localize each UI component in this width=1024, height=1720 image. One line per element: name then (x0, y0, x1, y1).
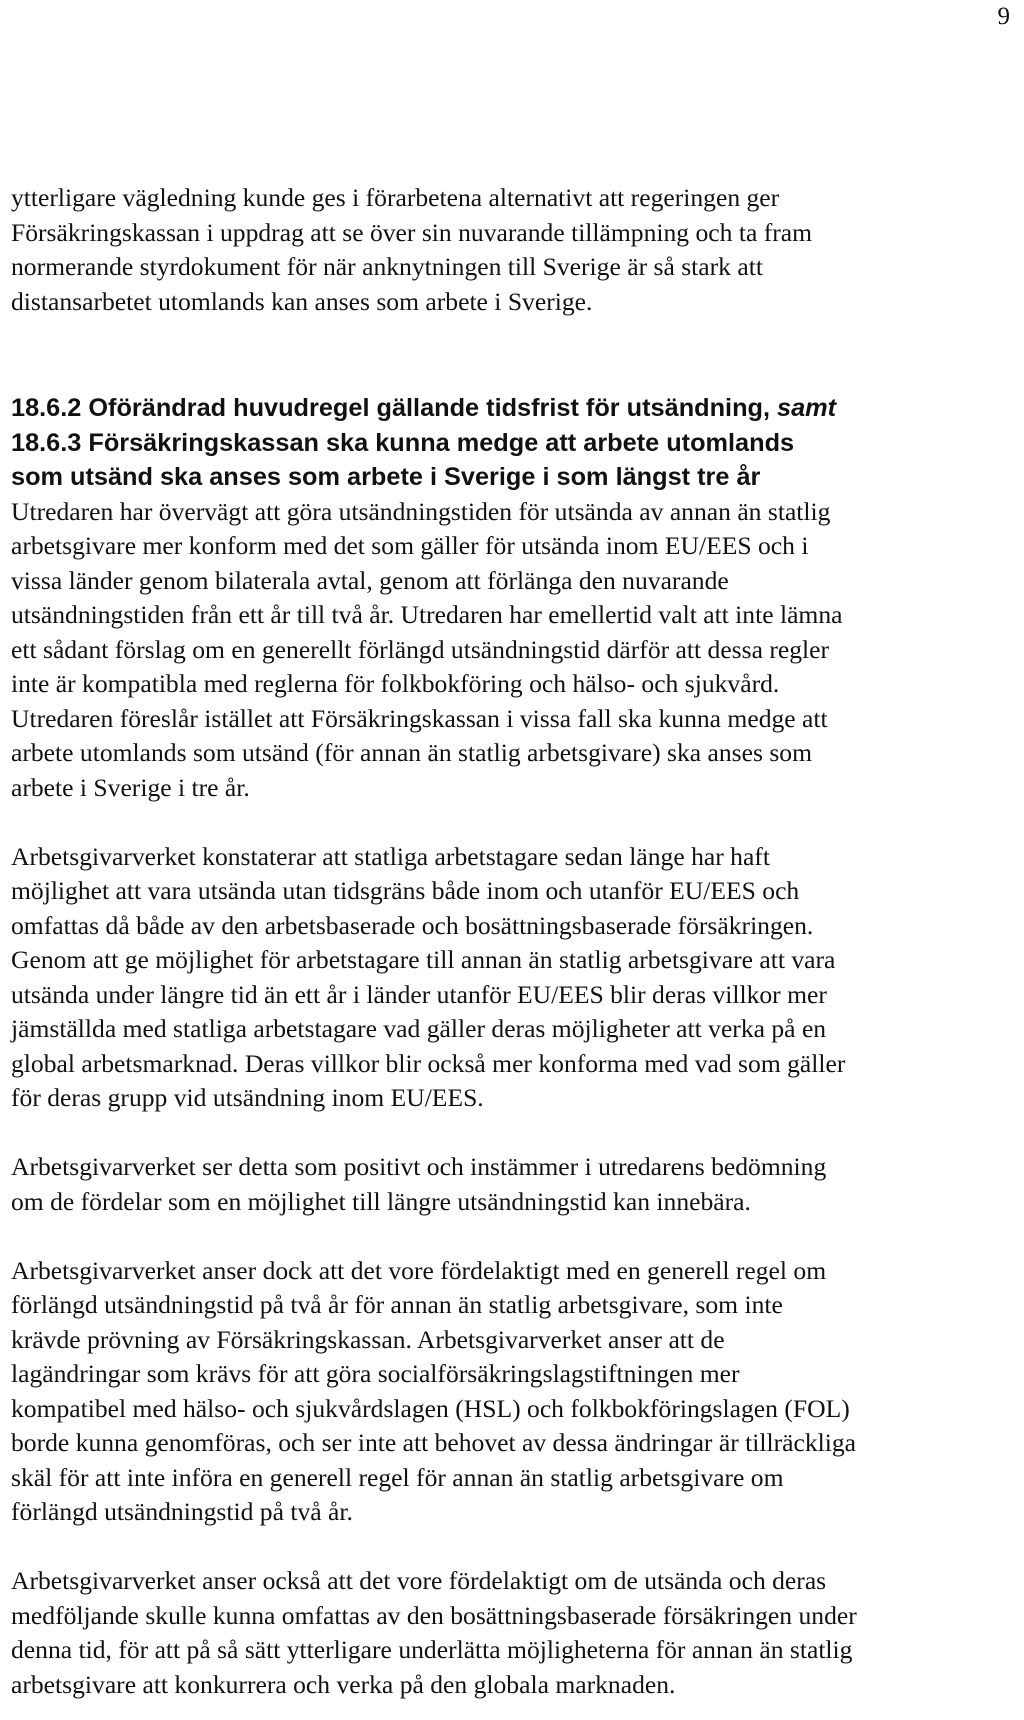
text-line: Arbetsgivarverket anser också att det vore fördelaktigt om de utsända och deras (11, 1566, 827, 1595)
text-line: utsändningstiden från ett år till två år. Utredaren har emellertid valt att inte lämna (11, 600, 843, 629)
text-line: distansarbetet utomlands kan anses som arbete i Sverige. (11, 286, 593, 316)
text-line: Arbetsgivarverket konstaterar att statliga arbetstagare sedan länge har haft (11, 841, 770, 871)
text-line: skäl för att inte införa en generell regel för annan än statlig arbetsgivare om (11, 1462, 784, 1492)
text-line: global arbetsmarknad. Deras villkor blir också mer konforma med vad som gäller (11, 1048, 846, 1078)
paragraph-4 (11, 1254, 1011, 1530)
text-line: omfattas då både av den arbetsbaserade och bosättningsbaserade försäkringen. (11, 910, 814, 940)
heading-italic-word: samt (777, 394, 837, 422)
text-line: Försäkringskassan i uppdrag att se över sin nuvarande tillämpning och ta fram (11, 217, 813, 247)
heading-line-2: 18.6.3 Försäkringskassan ska kunna medge att arbete utomlands (11, 428, 795, 457)
text-line: Utredaren har övervägt att göra utsändningstiden för utsända av annan än statlig (11, 496, 831, 526)
text-line: Arbetsgivarverket anser dock att det vore fördelaktigt med en generell regel om (11, 1255, 827, 1285)
text-line: utsända under längre tid än ett år i länder utanför EU/EES blir deras villkor mer (11, 979, 827, 1009)
text-line: arbete i Sverige i tre år. (11, 772, 250, 802)
text-line: Utredaren föreslår istället att Försäkringskassan i vissa fall ska kunna medge att (11, 703, 828, 733)
text-line: ett sådant förslag om en generellt förlängd utsändningstid därför att dessa regler (11, 634, 830, 664)
heading-line-1 (11, 391, 1011, 426)
text-line: jämställda med statliga arbetstagare vad gäller deras möjligheter att verka på en (11, 1014, 827, 1043)
text-line: medföljande skulle kunna omfattas av den bosättningsbaserade försäkringen under (11, 1600, 857, 1630)
text-line: krävde prövning av Försäkringskassan. Arbetsgivarverket anser att de (11, 1324, 725, 1354)
text-line: arbete utomlands som utsänd (för annan än statlig arbetsgivare) ska anses som (11, 738, 813, 767)
page-number: 9 (997, 3, 1010, 30)
text-line: kompatibel med hälso- och sjukvårdslagen (HSL) och folkbokföringslagen (FOL) (11, 1393, 850, 1423)
text-line: normerande styrdokument för när anknytningen till Sverige är så stark att (11, 252, 763, 281)
paragraph-1 (11, 495, 1011, 806)
document-body (11, 181, 1011, 1702)
intro-paragraph (11, 181, 1011, 319)
text-line: vissa länder genom bilaterala avtal, genom att förlänga den nuvarande (11, 565, 729, 595)
text-line: arbetsgivare att konkurrera och verka på den globala marknaden. (11, 1669, 676, 1699)
text-line: om de fördelar som en möjlighet till längre utsändningstid kan innebära. (11, 1186, 751, 1216)
paragraph-5 (11, 1564, 1011, 1702)
text-line: Arbetsgivarverket ser detta som positivt och instämmer i utredarens bedömning (11, 1152, 827, 1181)
text-line: denna tid, för att på så sätt ytterligare underlätta möjligheterna för annan än statlig (11, 1635, 853, 1664)
section-heading (11, 391, 1011, 495)
heading-line-3: som utsänd ska anses som arbete i Sverige i som längst tre år (11, 463, 761, 491)
text-line: Genom att ge möjlighet för arbetstagare till annan än statlig arbetsgivare att vara (11, 945, 836, 974)
text-line: lagändringar som krävs för att göra socialförsäkringslagstiftningen mer (11, 1359, 740, 1388)
text-line: borde kunna genomföras, och ser inte att behovet av dessa ändringar är tillräckliga (11, 1428, 856, 1457)
text-line: möjlighet att vara utsända utan tidsgräns både inom och utanför EU/EES och (11, 876, 800, 905)
paragraph-2 (11, 840, 1011, 1116)
text-line: inte är kompatibla med reglerna för folkbokföring och hälso- och sjukvård. (11, 669, 780, 698)
text-line: ytterligare vägledning kunde ges i förarbetena alternativt att regeringen ger (11, 183, 780, 212)
text-line: förlängd utsändningstid på två år. (11, 1497, 353, 1526)
text-line: för deras grupp vid utsändning inom EU/EES. (11, 1083, 484, 1112)
text-line: förlängd utsändningstid på två år för annan än statlig arbetsgivare, som inte (11, 1290, 783, 1319)
text-line: arbetsgivare mer konform med det som gäller för utsända inom EU/EES och i (11, 531, 809, 560)
paragraph-3 (11, 1150, 1011, 1219)
heading-line-1-text: 18.6.2 Oförändrad huvudregel gällande tidsfrist för utsändning, (11, 394, 778, 422)
